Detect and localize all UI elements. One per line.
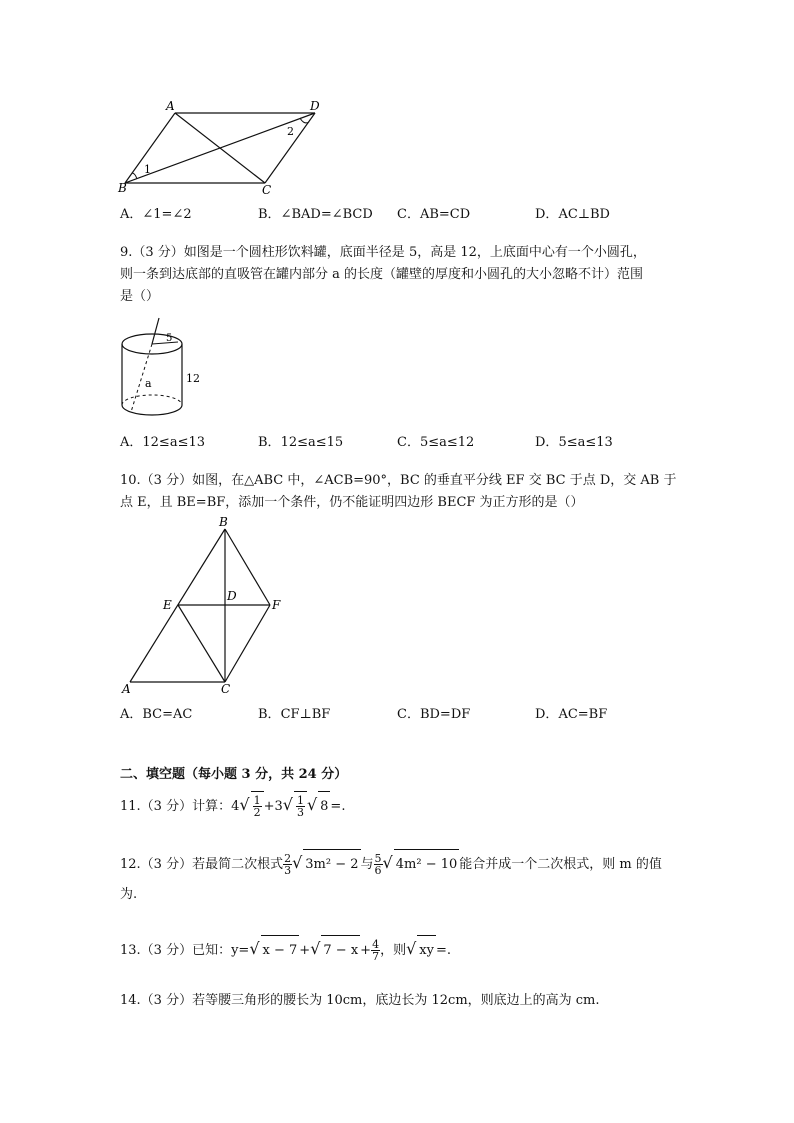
sqrt-icon: √: [249, 939, 260, 958]
label-d: D: [227, 589, 237, 603]
option-text: AC⊥BD: [558, 207, 610, 222]
label-a: A: [122, 682, 131, 696]
sqrt-icon: √: [282, 795, 293, 814]
q11-radicand3: 8: [318, 791, 330, 822]
frac-den: 3: [284, 864, 292, 877]
frac-den: 2: [253, 806, 261, 819]
q13-mid: ，则: [380, 943, 407, 958]
edge-fc: [225, 605, 270, 682]
q11-prefix: 11.（3 分）计算：4: [120, 799, 240, 814]
sqrt-icon: √: [239, 795, 250, 814]
option-key: C．: [397, 207, 420, 222]
option-key: B．: [258, 435, 281, 450]
angle1-arc: [132, 173, 137, 179]
option-text: BC=AC: [142, 707, 193, 722]
q9-option-c[interactable]: [397, 431, 474, 450]
q12-suffix: 能合并成一个二次根式，则 m 的值: [459, 857, 662, 872]
option-text: 12≤a≤15: [280, 435, 344, 450]
option-text: AC=BF: [558, 707, 608, 722]
label-e: E: [163, 598, 172, 612]
label-c: C: [262, 183, 272, 197]
q14: 14.（3 分）若等腰三角形的腰长为 10cm，底边长为 12cm，则底边上的高为 cm.: [120, 993, 600, 1008]
label-b: B: [118, 181, 127, 195]
q13-prefix: 13.（3 分）已知：y=: [120, 943, 250, 958]
frac-num: 1: [296, 794, 304, 807]
angle2-arc: [300, 118, 309, 123]
label-d: D: [310, 99, 320, 113]
option-text: BD=DF: [419, 707, 471, 722]
section-fill-in-title: 二、填空题（每小题 3 分，共 24 分）: [120, 767, 348, 782]
option-text: 5≤a≤13: [558, 435, 613, 450]
sqrt-icon: √: [382, 853, 393, 872]
q11-radicand1: [251, 791, 264, 822]
q9-option-d[interactable]: [535, 431, 613, 450]
q12: [120, 848, 680, 910]
q13-frac: [371, 939, 380, 962]
q8-figure: [110, 95, 340, 200]
option-key: C．: [397, 435, 420, 450]
q10-option-c[interactable]: [397, 703, 470, 722]
frac-num: 2: [284, 852, 292, 865]
frac-den: 7: [372, 950, 380, 963]
sqrt-icon: √: [310, 939, 321, 958]
straw-outside: [152, 318, 159, 344]
frac-num: 1: [253, 794, 261, 807]
option-key: A．: [120, 435, 143, 450]
sqrt-icon: √: [306, 795, 318, 814]
q12-line2: 为.: [120, 887, 138, 902]
option-key: B．: [258, 207, 281, 222]
radius-line: [152, 342, 178, 344]
option-key: D．: [535, 707, 559, 722]
frac-num: 5: [374, 852, 382, 865]
q10-line1: 10.（3 分）如图，在△ABC 中，∠ACB=90°，BC 的垂直平分线 EF 交 BC 于点 D，交 AB 于: [120, 473, 677, 488]
option-key: D．: [535, 435, 559, 450]
label-b: B: [219, 515, 228, 529]
label-radius: 5: [166, 333, 173, 344]
q12-frac2: [374, 853, 383, 876]
q12-frac1: [283, 853, 292, 876]
option-text: ∠BAD=∠BCD: [280, 207, 373, 222]
q12-prefix: 12.（3 分）若最简二次根式: [120, 857, 284, 872]
q9-option-a[interactable]: [120, 431, 205, 450]
option-text: AB=CD: [419, 207, 471, 222]
q9-stem: [120, 242, 680, 308]
q10-option-a[interactable]: [120, 703, 192, 722]
option-key: D．: [535, 207, 559, 222]
q12-mid: 与: [360, 857, 374, 872]
q12-radicand1: 3m² − 2: [303, 849, 360, 880]
q11-frac2: [296, 795, 305, 818]
frac-num: 4: [372, 938, 380, 951]
q13-plus2: +: [360, 943, 372, 958]
q12-radicand2: 4m² − 10: [394, 849, 460, 880]
edge-dc: [265, 113, 315, 183]
q10-option-d[interactable]: [535, 703, 607, 722]
q9-line3: 是（）: [120, 289, 160, 304]
q9-line2: 则一条到达底部的直吸管在罐内部分 a 的长度（罐壁的厚度和小圆孔的大小忽略不计）范围: [120, 267, 644, 282]
option-key: A．: [120, 707, 143, 722]
q10-line2: 点 E，且 BE=BF，添加一个条件，仍不能证明四边形 BECF 为正方形的是（）: [120, 495, 584, 510]
q10-figure: [115, 512, 295, 697]
option-key: A．: [120, 207, 143, 222]
q13-radicand2: 7 − x: [321, 935, 360, 966]
q10-option-b[interactable]: [258, 703, 330, 722]
diagonal-bd: [125, 113, 315, 183]
q11-frac1: [253, 795, 262, 818]
edge-ec: [178, 605, 225, 682]
q11: [120, 790, 680, 822]
q11-mid: +3: [263, 799, 283, 814]
q13-suffix: =.: [435, 943, 452, 958]
option-key: C．: [397, 707, 420, 722]
q13-plus: +: [299, 943, 311, 958]
label-a: A: [166, 99, 175, 113]
option-text: ∠1=∠2: [142, 207, 192, 222]
q8-option-b[interactable]: [258, 203, 373, 222]
q12-line1: [120, 848, 680, 880]
label-angle2: 2: [287, 125, 294, 138]
q9-option-b[interactable]: [258, 431, 343, 450]
option-key: B．: [258, 707, 281, 722]
label-a: a: [145, 377, 152, 390]
option-text: CF⊥BF: [280, 707, 331, 722]
q10-stem: [120, 470, 680, 514]
cylinder-bottom-back: [122, 395, 182, 405]
q13-radicand1: x − 7: [261, 935, 300, 966]
q11-suffix: =.: [330, 799, 346, 814]
option-text: 5≤a≤12: [419, 435, 475, 450]
cylinder-bottom-front: [122, 405, 182, 415]
label-c: C: [221, 682, 231, 696]
frac-den: 3: [296, 806, 304, 819]
q13: [120, 934, 680, 966]
sqrt-icon: √: [406, 939, 417, 958]
option-text: 12≤a≤13: [142, 435, 206, 450]
q11-radicand2: [294, 791, 307, 822]
q9-cylinder-figure: [115, 315, 210, 420]
q9-line1: 9.（3 分）如图是一个圆柱形饮料罐，底面半径是 5，高是 12，上底面中心有一个小圆孔，: [120, 245, 646, 260]
q8-option-d[interactable]: [535, 203, 610, 222]
label-angle1: 1: [144, 163, 151, 176]
q13-radicand3: xy: [417, 935, 436, 966]
label-height: 12: [186, 372, 200, 385]
q8-option-a[interactable]: [120, 203, 192, 222]
frac-den: 6: [374, 864, 382, 877]
sqrt-icon: √: [292, 853, 303, 872]
label-f: F: [272, 598, 281, 612]
q8-option-c[interactable]: [397, 203, 470, 222]
